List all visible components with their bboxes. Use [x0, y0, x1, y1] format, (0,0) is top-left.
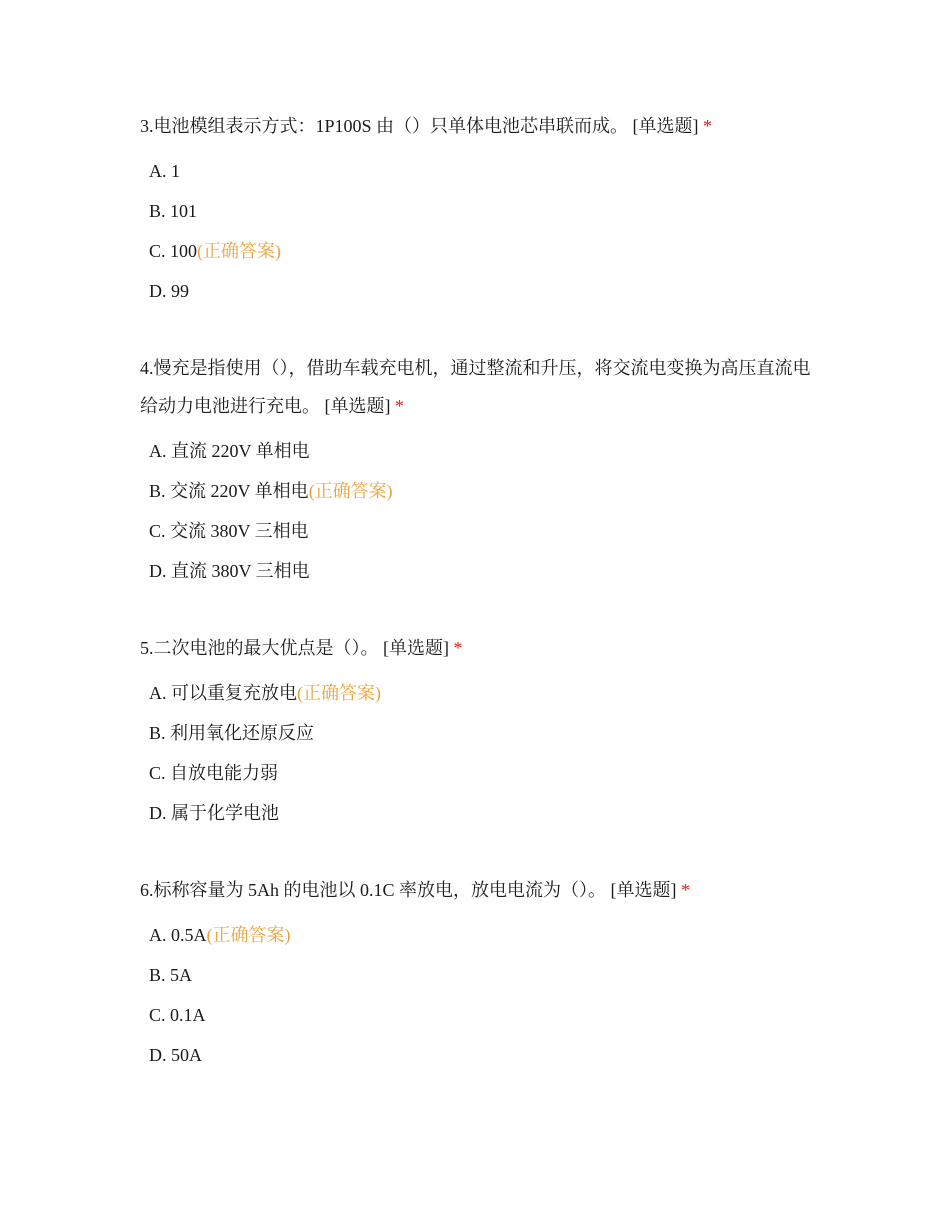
question-text: 6.标称容量为 5Ah 的电池以 0.1C 率放电，放电电流为（）。 [140, 880, 607, 900]
correct-answer-tag: (正确答案) [308, 481, 393, 501]
correct-answer-tag: (正确答案) [206, 925, 291, 945]
question-type: [单选题] [324, 396, 391, 416]
option-item [140, 1035, 820, 1075]
option-label: D. 50A [149, 1045, 202, 1065]
required-marker: * [703, 116, 713, 136]
question-block [140, 107, 820, 311]
option-item [140, 471, 820, 511]
option-item [140, 713, 820, 753]
question-title [140, 349, 820, 425]
option-label: D. 属于化学电池 [149, 803, 279, 823]
option-label: B. 交流 220V 单相电 [149, 481, 309, 501]
option-item [140, 191, 820, 231]
option-label: A. 可以重复充放电 [149, 683, 297, 703]
question-text: 5.二次电池的最大优点是（）。 [140, 638, 379, 658]
option-label: B. 101 [149, 201, 198, 221]
option-label: C. 自放电能力弱 [149, 763, 279, 783]
option-item [140, 793, 820, 833]
option-item [140, 431, 820, 471]
question-title [140, 629, 820, 667]
option-item [140, 151, 820, 191]
option-item [140, 955, 820, 995]
option-label: A. 1 [149, 161, 180, 181]
option-label: C. 交流 380V 三相电 [149, 521, 309, 541]
question-block [140, 629, 820, 833]
option-item [140, 995, 820, 1035]
option-item [140, 753, 820, 793]
option-label: C. 0.1A [149, 1005, 206, 1025]
option-item [140, 551, 820, 591]
required-marker: * [453, 638, 463, 658]
option-item [140, 673, 820, 713]
question-text: 3.电池模组表示方式：1P100S 由（）只单体电池芯串联而成。 [140, 116, 629, 136]
question-type: [单选题] [632, 116, 699, 136]
correct-answer-tag: (正确答案) [297, 683, 381, 703]
option-label: D. 直流 380V 三相电 [149, 561, 310, 581]
correct-answer-tag: (正确答案) [197, 241, 282, 261]
question-text: 4.慢充是指使用（），借助车载充电机，通过整流和升压，将交流电变换为高压直流电 给动力电池进行充电。 [140, 358, 811, 416]
option-label: A. 0.5A [149, 925, 207, 945]
required-marker: * [395, 396, 404, 416]
question-title [140, 107, 820, 145]
option-label: D. 99 [149, 281, 189, 301]
option-label: B. 5A [149, 965, 193, 985]
required-marker: * [681, 880, 691, 900]
question-type: [单选题] [610, 880, 677, 900]
option-label: A. 直流 220V 单相电 [149, 441, 310, 461]
question-block [140, 871, 820, 1075]
option-item [140, 231, 820, 271]
option-item [140, 511, 820, 551]
question-block [140, 349, 820, 591]
option-item [140, 915, 820, 955]
option-label: C. 100 [149, 241, 198, 261]
option-item [140, 271, 820, 311]
question-type: [单选题] [383, 638, 449, 658]
option-label: B. 利用氧化还原反应 [149, 723, 315, 743]
question-title [140, 871, 820, 909]
